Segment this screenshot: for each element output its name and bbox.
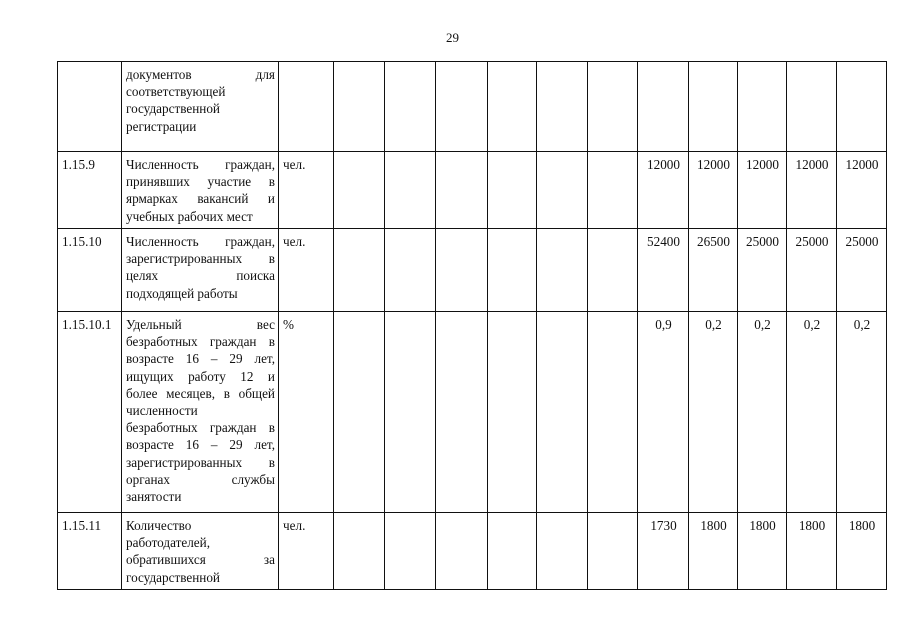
value-cell: 25000 — [837, 229, 887, 312]
value-cell — [689, 62, 738, 152]
row-name-line: подходящей работы — [126, 285, 238, 301]
value-cell — [738, 62, 787, 152]
row-name-line: регистрации — [126, 118, 197, 134]
row-unit: чел. — [279, 229, 334, 312]
empty-cell — [436, 152, 488, 229]
value-cell: 25000 — [738, 229, 787, 312]
empty-cell — [334, 152, 385, 229]
row-name-line: Численность граждан, — [126, 234, 275, 249]
empty-cell — [334, 312, 385, 513]
row-name — [122, 152, 279, 229]
row-name-line: занятости — [126, 489, 182, 505]
empty-cell — [488, 513, 537, 590]
row-name-line: возрасте 16 – 29 лет, — [126, 351, 275, 367]
row-name-line: органах службы — [126, 471, 275, 487]
empty-cell — [488, 312, 537, 513]
empty-cell — [436, 62, 488, 152]
row-name-line: безработных граждан в — [126, 334, 275, 350]
row-name-line: ищущих работу 12 и — [126, 368, 275, 384]
empty-cell — [588, 229, 638, 312]
value-cell: 1800 — [738, 513, 787, 590]
empty-cell — [385, 152, 436, 229]
empty-cell — [537, 229, 588, 312]
row-unit: чел. — [279, 513, 334, 590]
row-code: 1.15.11 — [58, 513, 122, 590]
empty-cell — [588, 513, 638, 590]
row-name — [122, 229, 279, 312]
row-name-line: Численность граждан, — [126, 157, 275, 172]
empty-cell — [488, 152, 537, 229]
row-unit: чел. — [279, 152, 334, 229]
indicators-table — [57, 61, 887, 590]
row-name-line: учебных рабочих мест — [126, 208, 253, 224]
row-name-line: безработных граждан в — [126, 420, 275, 436]
value-cell: 52400 — [638, 229, 689, 312]
value-cell: 0,2 — [689, 312, 738, 513]
row-name — [122, 513, 279, 590]
empty-cell — [385, 62, 436, 152]
empty-cell — [334, 229, 385, 312]
row-name-line: государственной — [126, 101, 220, 117]
row-name — [122, 312, 279, 513]
empty-cell — [436, 229, 488, 312]
empty-cell — [436, 312, 488, 513]
value-cell: 1800 — [787, 513, 837, 590]
empty-cell — [588, 312, 638, 513]
row-unit — [279, 62, 334, 152]
row-name — [122, 62, 279, 152]
value-cell: 0,2 — [787, 312, 837, 513]
row-name-line: численности — [126, 403, 198, 419]
value-cell: 0,9 — [638, 312, 689, 513]
row-name-line: государственной — [126, 569, 220, 585]
row-name-line: ярмарках вакансий и — [126, 191, 275, 207]
row-name-line: Удельный вес — [126, 317, 275, 332]
value-cell — [638, 62, 689, 152]
row-code: 1.15.10.1 — [58, 312, 122, 513]
value-cell: 1800 — [837, 513, 887, 590]
empty-cell — [385, 513, 436, 590]
value-cell: 0,2 — [738, 312, 787, 513]
value-cell — [787, 62, 837, 152]
value-cell — [837, 62, 887, 152]
row-name-line: обратившихся за — [126, 552, 275, 568]
row-name-line: Количество — [126, 518, 192, 533]
empty-cell — [588, 152, 638, 229]
empty-cell — [537, 152, 588, 229]
row-name-line: документов для — [126, 67, 275, 82]
value-cell: 25000 — [787, 229, 837, 312]
row-code: 1.15.9 — [58, 152, 122, 229]
empty-cell — [436, 513, 488, 590]
empty-cell — [385, 229, 436, 312]
empty-cell — [334, 513, 385, 590]
value-cell: 26500 — [689, 229, 738, 312]
row-name-line: принявших участие в — [126, 174, 275, 190]
row-name-line: возрасте 16 – 29 лет, — [126, 437, 275, 453]
row-unit: % — [279, 312, 334, 513]
row-name-line: соответствующей — [126, 84, 226, 100]
value-cell: 0,2 — [837, 312, 887, 513]
row-code: 1.15.10 — [58, 229, 122, 312]
value-cell: 12000 — [738, 152, 787, 229]
table-row — [58, 62, 887, 152]
row-name-line: зарегистрированных в — [126, 454, 275, 470]
table-row — [58, 312, 887, 513]
row-name-line: зарегистрированных в — [126, 251, 275, 267]
page-number: 29 — [446, 30, 459, 45]
table-row — [58, 229, 887, 312]
value-cell: 12000 — [787, 152, 837, 229]
table-row — [58, 152, 887, 229]
empty-cell — [488, 62, 537, 152]
row-name-line: более месяцев, в общей — [126, 385, 275, 401]
empty-cell — [488, 229, 537, 312]
row-code — [58, 62, 122, 152]
value-cell: 1730 — [638, 513, 689, 590]
value-cell: 1800 — [689, 513, 738, 590]
value-cell: 12000 — [638, 152, 689, 229]
empty-cell — [537, 62, 588, 152]
empty-cell — [537, 513, 588, 590]
row-name-line: целях поиска — [126, 268, 275, 284]
row-name-line: работодателей, — [126, 535, 211, 551]
value-cell: 12000 — [837, 152, 887, 229]
empty-cell — [537, 312, 588, 513]
table-row — [58, 513, 887, 590]
value-cell: 12000 — [689, 152, 738, 229]
empty-cell — [385, 312, 436, 513]
empty-cell — [588, 62, 638, 152]
empty-cell — [334, 62, 385, 152]
